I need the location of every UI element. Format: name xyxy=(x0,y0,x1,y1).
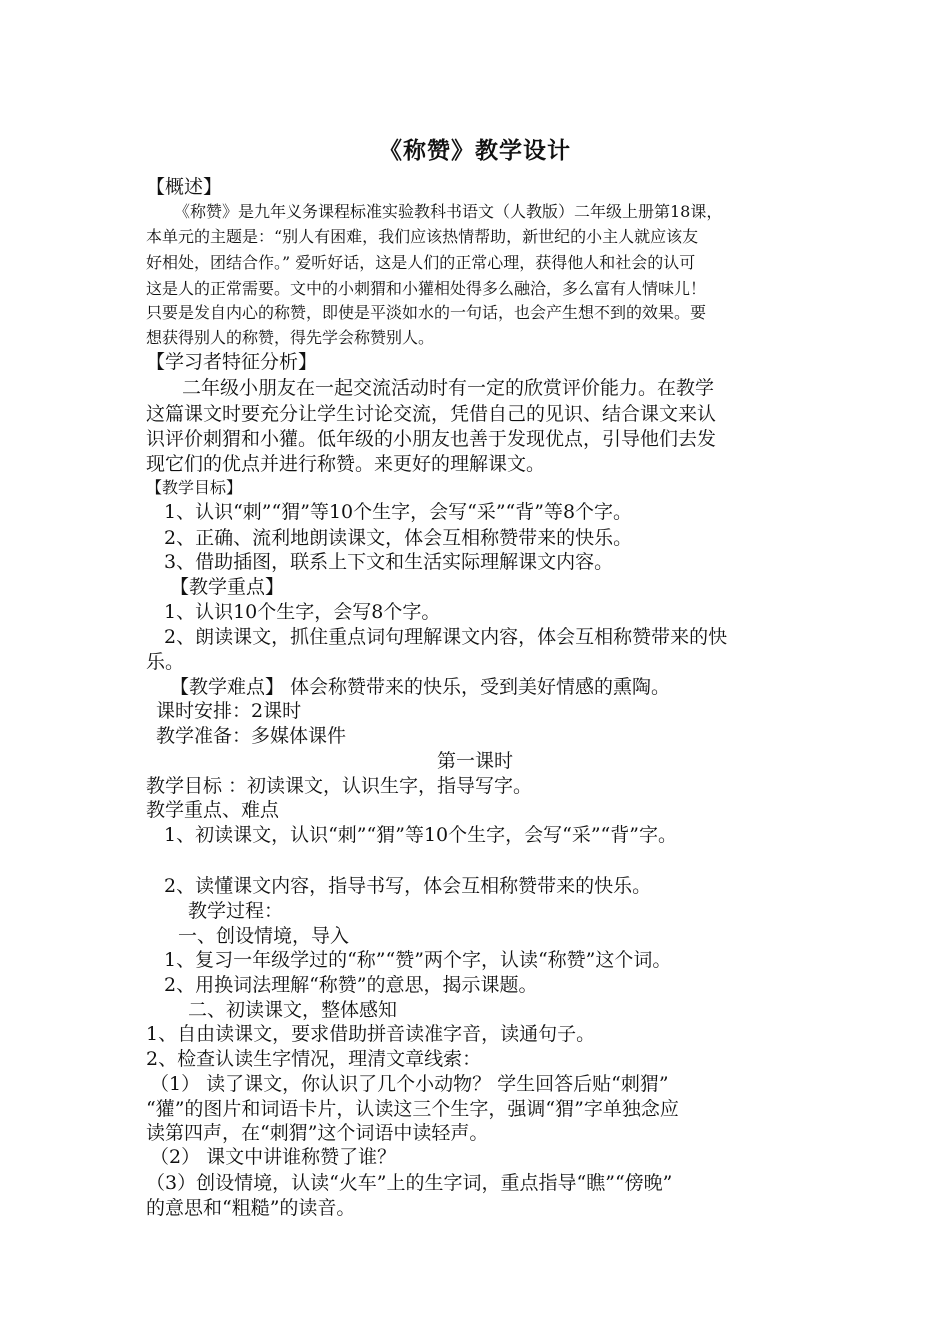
list-item: 2、朗读课文，抓住重点词句理解课文内容，体会互相称赞带来的快 xyxy=(164,626,728,648)
lesson-goal: 教学目标 ：初读课文，认识生字，指导写字。 xyxy=(146,775,533,797)
paragraph-line: 这篇课文时要充分让学生讨论交流，凭借自己的见识、结合课文来认 xyxy=(146,403,717,425)
list-item: 3、借助插图，联系上下文和生活实际理解课文内容。 xyxy=(164,551,614,573)
paragraph-line: 这是人的正常需要。文中的小刺猬和小獾相处得多么融洽，多么富有人情味儿！ xyxy=(146,279,707,298)
lesson-heading: 第一课时 xyxy=(436,750,513,772)
teaching-preparation: 教学准备：多媒体课件 xyxy=(156,725,347,747)
paragraph-line: 想获得别人的称赞，得先学会称赞别人。 xyxy=(146,328,435,347)
section-heading-teaching-goals: 【教学目标】 xyxy=(146,478,243,497)
list-item: 2、检查认读生字情况，理清文章线索： xyxy=(146,1048,482,1070)
list-item: 2、用换词法理解“称赞”的意思，揭示课题。 xyxy=(164,974,538,996)
paragraph-line: 现它们的优点并进行称赞。来更好的理解课文。 xyxy=(146,453,546,475)
paragraph-line: 好相处，团结合作。” 爱听好话，这是人们的正常心理，获得他人和社会的认可 xyxy=(146,253,696,272)
list-item: 2、正确、流利地朗读课文，体会互相称赞带来的快乐。 xyxy=(164,527,633,549)
list-item: （1） 读了课文，你认识了几个小动物？ 学生回答后贴“刺猬” xyxy=(150,1073,669,1095)
section-heading-learner-analysis: 【学习者特征分析】 xyxy=(146,351,318,373)
paragraph-line: 二年级小朋友在一起交流活动时有一定的欣赏评价能力。在教学 xyxy=(182,377,715,399)
process-heading: 教学过程： xyxy=(188,900,284,922)
step-heading: 二、初读课文，整体感知 xyxy=(188,999,398,1021)
list-item: （3）创设情境，认读“火车”上的生字词，重点指导“瞧”“傍晚” xyxy=(146,1172,673,1194)
list-item: 1、自由读课文，要求借助拼音读准字音，读通句子。 xyxy=(146,1023,596,1045)
paragraph-line: 读第四声，在“刺猬”这个词语中读轻声。 xyxy=(146,1122,489,1144)
paragraph-line: 《称赞》是九年义务课程标准实验教科书语文（人教版）二年级上册第18课， xyxy=(174,202,723,221)
paragraph-line: 的意思和“粗糙”的读音。 xyxy=(146,1197,356,1219)
list-item: 1、认识10个生字，会写8个字。 xyxy=(164,601,441,623)
lesson-key-points: 教学重点、难点 xyxy=(146,799,280,821)
list-item: 1、初读课文，认识“刺”“猬”等10个生字，会写“采”“背”字。 xyxy=(164,824,677,846)
list-item: 1、复习一年级学过的“称”“赞”两个字，认读“称赞”这个词。 xyxy=(164,949,672,971)
class-hours: 课时安排：2课时 xyxy=(156,700,302,722)
step-heading: 一、创设情境，导入 xyxy=(178,925,350,947)
list-item: （2） 课文中讲谁称赞了谁？ xyxy=(150,1146,397,1168)
list-item: 1、认识“刺”“猬”等10个生字，会写“采”“背”等8个字。 xyxy=(164,501,633,523)
list-item: 乐。 xyxy=(146,651,185,673)
document-title: 《称赞》教学设计 xyxy=(379,137,571,164)
paragraph-line: 本单元的主题是：“别人有困难，我们应该热情帮助，新世纪的小主人就应该友 xyxy=(146,227,699,246)
section-heading-difficulties: 【教学难点】 体会称赞带来的快乐，受到美好情感的熏陶。 xyxy=(170,676,671,698)
paragraph-line: “獾”的图片和词语卡片，认读这三个生字，强调“猬”字单独念应 xyxy=(146,1098,679,1120)
section-heading-overview: 【概述】 xyxy=(146,176,223,198)
list-item: 2、读懂课文内容，指导书写，体会互相称赞带来的快乐。 xyxy=(164,875,652,897)
paragraph-line: 只要是发自内心的称赞，即使是平淡如水的一句话，也会产生想不到的效果。要 xyxy=(146,303,707,322)
paragraph-line: 识评价刺猬和小獾。低年级的小朋友也善于发现优点，引导他们去发 xyxy=(146,428,717,450)
section-heading-key-points: 【教学重点】 xyxy=(170,576,285,598)
